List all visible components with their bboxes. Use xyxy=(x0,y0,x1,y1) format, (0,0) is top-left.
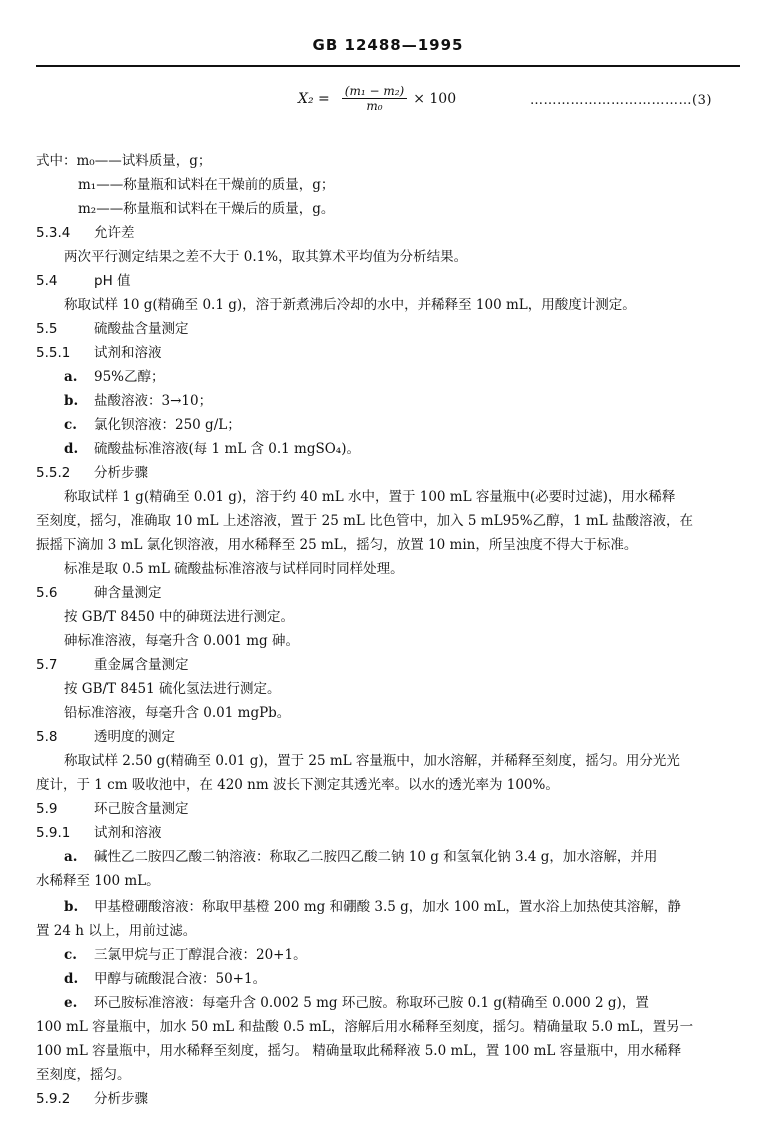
section-heading: 5.9.1 试剂和溶液 xyxy=(36,825,162,841)
paragraph-line: 标准是取 0.5 mL 硫酸盐标准溶液与试样同时同样处理。 xyxy=(64,561,404,577)
list-item: c. 氯化钡溶液：250 g/L； xyxy=(64,417,241,433)
list-item-continuation: 至刻度，摇匀。 xyxy=(36,1067,131,1083)
list-item-continuation: 100 mL 容量瓶中，加水 50 mL 和盐酸 0.5 mL，溶解后用水稀释至刻度，摇匀。精确量取 5.0 mL，置另一 xyxy=(36,1019,694,1035)
formula-lhs: X₂ = xyxy=(298,90,330,107)
paragraph: 按 GB/T 8450 中的砷斑法进行测定。 xyxy=(64,609,294,625)
list-item: b. 甲基橙硼酸溶液：称取甲基橙 200 mg 和硼酸 3.5 g，加水 100 mL，置水浴上加热使其溶解，静 xyxy=(64,899,681,915)
section-heading: 5.7 重金属含量测定 xyxy=(36,657,189,673)
def-m1: m₁——称量瓶和试料在干燥前的质量，g； xyxy=(78,177,335,193)
paragraph: 铅标准溶液，每毫升含 0.01 mgPb。 xyxy=(64,705,291,721)
list-item: c. 三氯甲烷与正丁醇混合液：20+1。 xyxy=(64,947,307,963)
paragraph-line: 称取试样 2.50 g(精确至 0.01 g)，置于 25 mL 容量瓶中，加水溶解，并稀释至刻度，摇匀。用分光光 xyxy=(64,753,680,769)
list-item: a. 95%乙醇； xyxy=(64,369,165,385)
paragraph-line: 至刻度，摇匀，准确取 10 mL 上述溶液，置于 25 mL 比色管中，加入 5 mL95%乙醇，1 mL 盐酸溶液，在 xyxy=(36,513,694,529)
def-m2: m₂——称量瓶和试料在干燥后的质量，g。 xyxy=(78,201,335,217)
paragraph: 两次平行测定结果之差不大于 0.1%，取其算术平均值为分析结果。 xyxy=(64,249,468,265)
list-item: e. 环己胺标准溶液：每毫升含 0.002 5 mg 环己胺。称取环己胺 0.1 g(精确至 0.000 2 g)，置 xyxy=(64,995,649,1011)
formula-numerator: (m₁ − m₂) xyxy=(342,84,407,99)
section-heading: 5.6 砷含量测定 xyxy=(36,585,162,601)
section-heading: 5.5.2 分析步骤 xyxy=(36,465,148,481)
list-item: b. 盐酸溶液：3→10； xyxy=(64,393,213,409)
section-heading: 5.5 硫酸盐含量测定 xyxy=(36,321,189,337)
formula-denominator: m₀ xyxy=(366,99,383,113)
paragraph-line: 振摇下滴加 3 mL 氯化钡溶液，用水稀释至 25 mL，摇匀，放置 10 min，所呈浊度不得大于标准。 xyxy=(36,537,638,553)
paragraph: 称取试样 10 g(精确至 0.1 g)，溶于新煮沸后冷却的水中，并稀释至 100 mL，用酸度计测定。 xyxy=(64,297,636,313)
list-item-continuation: 置 24 h 以上，用前过滤。 xyxy=(36,923,197,939)
list-item-continuation: 水稀释至 100 mL。 xyxy=(36,873,160,889)
def-m0: 式中：m₀——试料质量，g； xyxy=(36,153,212,169)
paragraph-line: 称取试样 1 g(精确至 0.01 g)，溶于约 40 mL 水中，置于 100 mL 容量瓶中(必要时过滤)，用水稀释 xyxy=(64,489,676,505)
equation-number: ………………………………(3) xyxy=(530,93,712,108)
section-heading: 5.5.1 试剂和溶液 xyxy=(36,345,162,361)
section-heading: 5.9 环己胺含量测定 xyxy=(36,801,189,817)
paragraph-line: 度计，于 1 cm 吸收池中，在 420 nm 波长下测定其透光率。以水的透光率为 100%。 xyxy=(36,777,559,793)
list-item-continuation: 100 mL 容量瓶中，用水稀释至刻度，摇匀。 精确量取此稀释液 5.0 mL，置 100 mL 容量瓶中，用水稀释 xyxy=(36,1043,682,1059)
section-heading: 5.4 pH 值 xyxy=(36,273,131,289)
list-item: d. 甲醇与硫酸混合液：50+1。 xyxy=(64,971,267,987)
list-item: a. 碱性乙二胺四乙酸二钠溶液：称取乙二胺四乙酸二钠 10 g 和氢氧化钠 3.4 g，加水溶解，并用 xyxy=(64,849,658,865)
section-heading: 5.9.2 分析步骤 xyxy=(36,1091,148,1107)
formula-fraction xyxy=(342,84,407,113)
formula-x2 xyxy=(298,84,456,113)
section-heading: 5.3.4 允许差 xyxy=(36,225,135,241)
section-heading: 5.8 透明度的测定 xyxy=(36,729,175,745)
paragraph: 按 GB/T 8451 硫化氢法进行测定。 xyxy=(64,681,281,697)
paragraph: 砷标准溶液，每毫升含 0.001 mg 砷。 xyxy=(64,633,299,649)
standard-number: GB 12488—1995 xyxy=(312,36,464,54)
list-item: d. 硫酸盐标准溶液(每 1 mL 含 0.1 mgSO₄)。 xyxy=(64,441,360,457)
formula-times: × 100 xyxy=(413,90,457,107)
header-rule xyxy=(36,65,740,67)
